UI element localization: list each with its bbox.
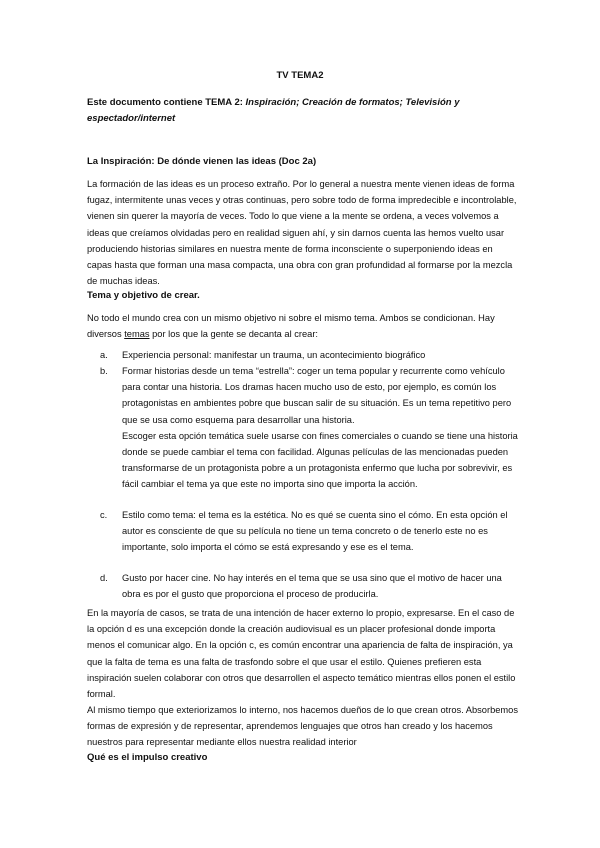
paragraph-3: En la mayoría de casos, se trata de una intención de hacer externo lo propio, expresarse. En el caso de la opción d es una excepción donde la creación audiovisual es un placer profesional donde importa menos el comunicar algo. En la opción c, es común encontrar una apariencia de falta de inspiración, ya que la falta de tema es una falta de trasfondo sobre el que usar el estilo. Quienes prefieren esta inspiración suelen colaborar con otros que desarrollen el aspecto temático mientras ellos ponen el estilo formal. bbox=[87, 608, 516, 700]
section-heading-impulso: Qué es el impulso creativo bbox=[87, 752, 208, 763]
list-marker: c. bbox=[100, 510, 108, 520]
list-item-c bbox=[100, 507, 518, 556]
list-text: Gusto por hacer cine. No hay interés en el tema que se usa sino que el motivo de hacer una obra es por el gusto que proporciona el proceso de producirla. bbox=[122, 573, 502, 600]
list-text: Estilo como tema: el tema es la estética. No es qué se cuenta sino el cómo. En esta opción el autor es consciente de que su película no tiene un tema concreto o de tenerlo este no es importante, solo importa el cómo se está expresando y ese es el tema. bbox=[122, 510, 508, 553]
list-text: Experiencia personal: manifestar un trauma, un acontecimiento biográfico bbox=[122, 350, 426, 360]
section-heading-inspiracion: La Inspiración: De dónde vienen las ideas (Doc 2a) bbox=[87, 156, 317, 167]
list-marker: d. bbox=[100, 573, 108, 583]
intro-bold: Este documento contiene TEMA 2: bbox=[87, 97, 243, 108]
paragraph-2-a: No todo el mundo crea con un mismo objetivo ni sobre el mismo tema. Ambos se condicionan. Hay diversos bbox=[87, 313, 495, 340]
list-text-continued: Escoger esta opción temática suele usarse con fines comerciales o cuando se tiene una historia donde se puede cambiar el tema con facilidad. Algunas películas de las mencionadas pueden transformarse de un protagonista pobre a un protagonista enfermo que lucha por sobrevivir, es fácil cambiar el tema ya que este no importa sino que importa la acción. bbox=[122, 430, 518, 490]
intro-line bbox=[87, 95, 517, 127]
paragraph-2 bbox=[87, 310, 519, 342]
list-item-a bbox=[100, 347, 518, 363]
section-heading-tema: Tema y objetivo de crear. bbox=[87, 290, 200, 301]
paragraph-2-underlined: temas bbox=[124, 329, 150, 340]
list-item-d bbox=[100, 570, 518, 602]
paragraph-4: Al mismo tiempo que exteriorizamos lo interno, nos hacemos dueños de lo que crean otros. Absorbemos formas de expresión y de representar, aprendemos lenguajes que otros han creado y los hacemos nuestros para representar mediante ellos nuestra realidad interior bbox=[87, 705, 518, 748]
list-marker: a. bbox=[100, 350, 108, 360]
intro-italic: Inspiración; Creación de formatos; Televisión y espectador/internet bbox=[87, 97, 460, 124]
paragraph-2-b: por los que la gente se decanta al crear: bbox=[149, 329, 319, 340]
paragraph-1: La formación de las ideas es un proceso extraño. Por lo general a nuestra mente vienen ideas de forma fugaz, intermitente unas veces y otras continuas, pero sobre todo de forma impredecible e incontrolable, vienen sin querer la mayoría de veces. Todo lo que viene a la mente se ordena, a veces volvemos a ideas que creíamos olvidadas pero en realidad siguen ahí, y sin darnos cuenta las hemos vuelto usar produciendo historias similares en nuestra mente de forma inconsciente o superponiendo ideas en capas hasta que forman una masa compacta, una obra con gran profundidad al formarse por la mezcla de muchas ideas. bbox=[87, 179, 517, 287]
document-title: TV TEMA2 bbox=[276, 70, 324, 81]
list-text: Formar historias desde un tema “estrella”: coger un tema popular y recurrente como vehículo para contar una historia. Los dramas hacen mucho uso de esto, por ejemplo, es común los protagonistas en ambientes pobre que buscan salir de su situación. Es un tema repetitivo pero que se usa como esquema para desarrollar una historia. bbox=[122, 366, 512, 425]
list-item-b bbox=[100, 363, 518, 493]
list-marker: b. bbox=[100, 366, 108, 376]
